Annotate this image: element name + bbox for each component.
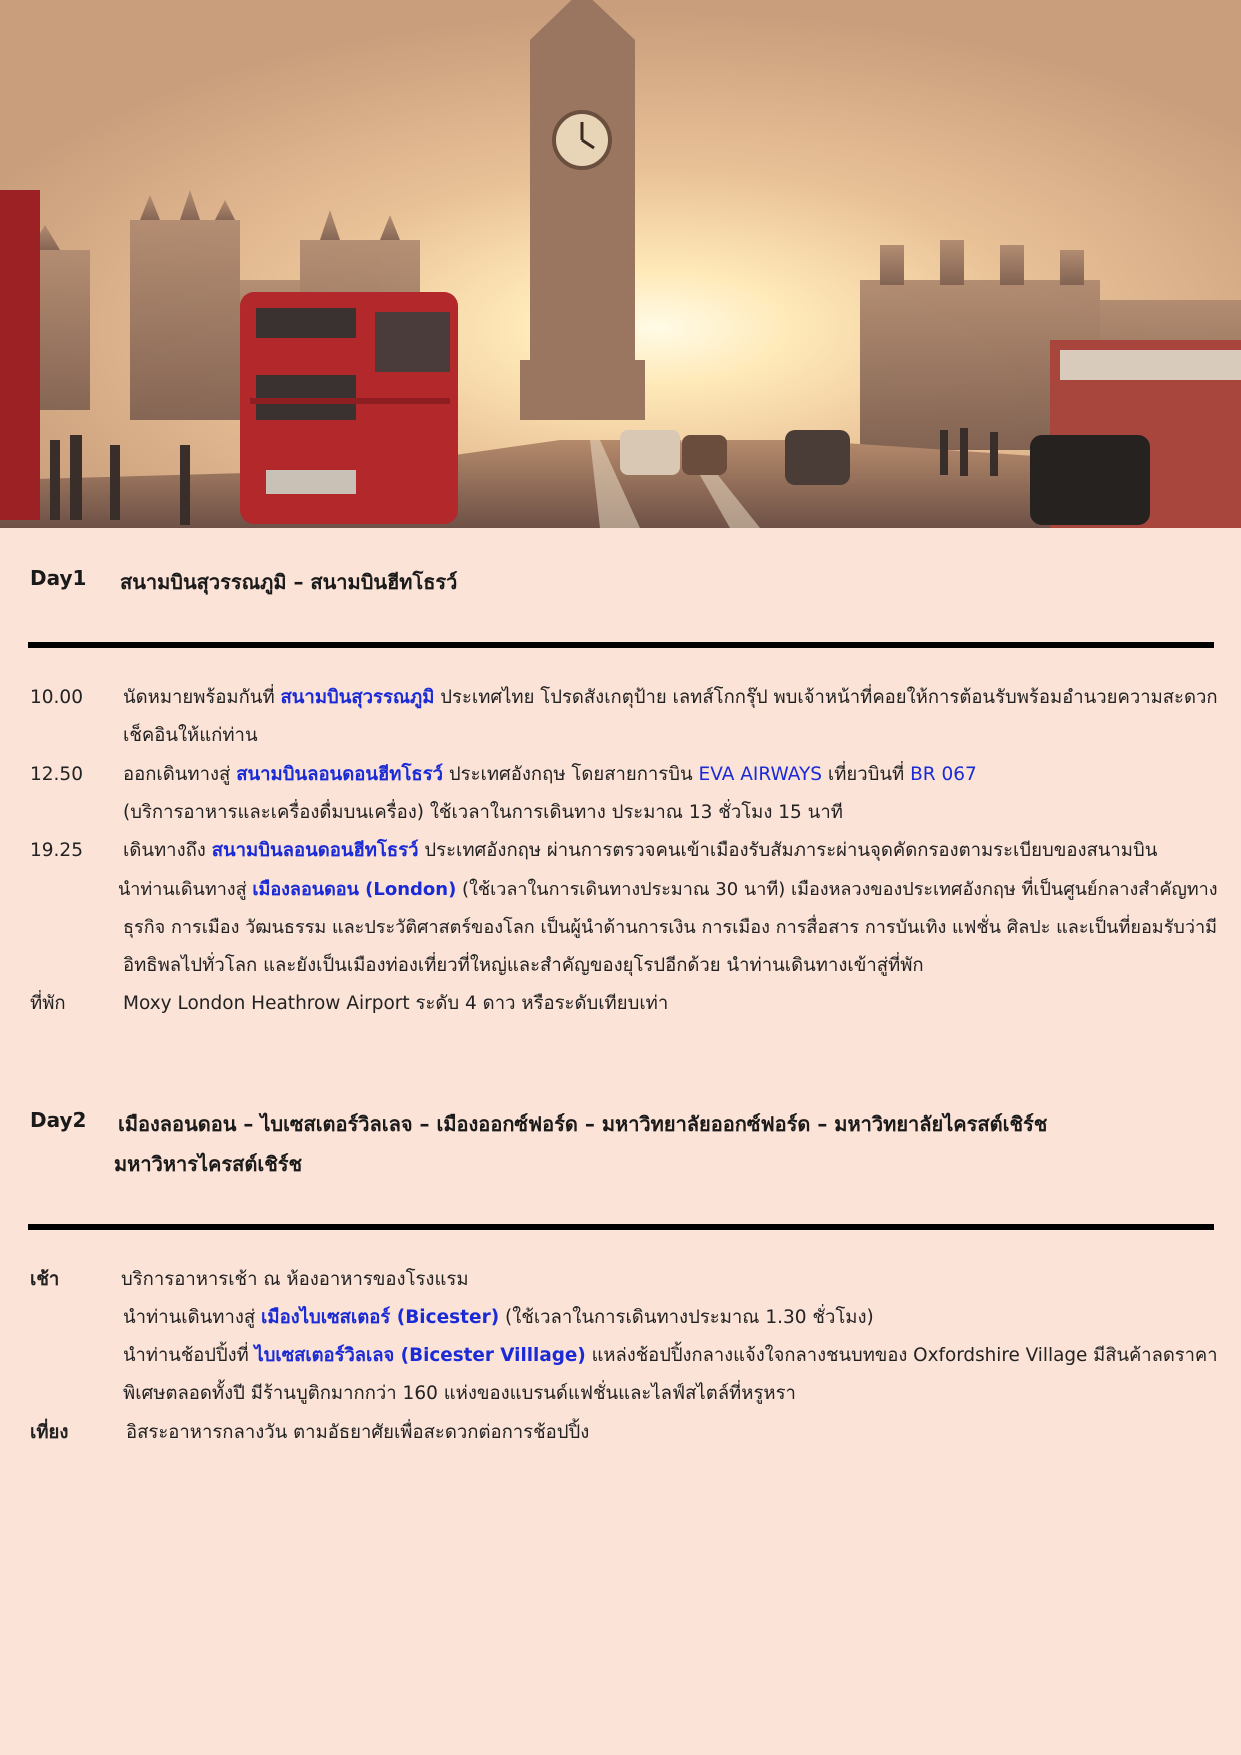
place-highlight: เมืองไบเซสเตอร์ (Bicester) (261, 1307, 500, 1328)
item-time: เที่ยง (30, 1422, 69, 1443)
item-time: ที่พัก (30, 993, 66, 1014)
london-scene-illustration (0, 0, 1241, 528)
item-text (123, 1337, 1218, 1375)
place-highlight: สนามบินสุวรรณภูมิ (280, 687, 435, 708)
item-text (123, 832, 1157, 870)
text-segment: ประเทศอังกฤษ ผ่านการตรวจคนเข้าเมืองรับสัมภาระผ่านจุดคัดกรองตามระเบียบของสนามบิน (418, 840, 1158, 861)
item-text: (บริการอาหารและเครื่องดื่มบนเครื่อง) ใช้เวลาในการเดินทาง ประมาณ 13 ชั่วโมง 15 นาที (123, 802, 843, 823)
text-segment: เดินทางถึง (123, 840, 212, 861)
item-time: 10.00 (30, 687, 83, 708)
text-segment: นำท่านช้อปปิ้งที่ (123, 1345, 255, 1366)
item-text: อิสระอาหารกลางวัน ตามอัธยาศัยเพื่อสะดวกต่อการช้อปปิ้ง (126, 1422, 590, 1443)
day1-label: Day1 (30, 566, 87, 590)
item-text (123, 679, 1218, 717)
text-segment: ประเทศอังกฤษ โดยสายการบิน (443, 764, 699, 785)
item-text: ธุรกิจ การเมือง วัฒนธรรม และประวัติศาสตร์ของโลก เป็นผู้นำด้านการเงิน การเมือง การสื่อสาร การบันเทิง แฟชั่น ศิลปะ และเป็นที่ยอมรับว่ามี (123, 917, 1218, 938)
place-highlight: เมืองลอนดอน (London) (252, 879, 457, 900)
day2-title-line2: มหาวิหารไครสต์เชิร์ช (114, 1152, 303, 1176)
item-time: 12.50 (30, 764, 83, 785)
item-text: อิทธิพลไปทั่วโลก และยังเป็นเมืองท่องเที่ยวที่ใหญ่และสำคัญของยุโรปอีกด้วย นำท่านเดินทางเข้าสู่ที่พัก (123, 955, 924, 976)
place-highlight: สนามบินลอนดอนฮีทโธรว์ (236, 764, 444, 785)
item-text (123, 756, 977, 794)
text-segment: แหล่งช้อปปิ้งกลางแจ้งใจกลางชนบทของ Oxfordshire Village มีสินค้าลดราคา (585, 1345, 1218, 1366)
item-text: พิเศษตลอดทั้งปี มีร้านบูติกมากกว่า 160 แห่งของแบรนด์แฟชั่นและไลฟ์สไตล์ที่หรูหรา (123, 1383, 796, 1404)
text-segment: ประเทศไทย โปรดสังเกตุป้าย เลทส์โกกรุ๊ป พบเจ้าหน้าที่คอยให้การต้อนรับพร้อมอำนวยความสะดวก (434, 687, 1218, 708)
item-text (118, 871, 1218, 909)
item-text (123, 1299, 874, 1337)
item-time: เช้า (30, 1269, 60, 1290)
text-segment: เที่ยวบินที่ (822, 764, 911, 785)
text-segment: นำท่านเดินทางสู่ (123, 1307, 262, 1328)
item-text: บริการอาหารเช้า ณ ห้องอาหารของโรงแรม (121, 1269, 469, 1290)
hero-image (0, 0, 1241, 528)
text-segment: นำท่านเดินทางสู่ (118, 879, 253, 900)
hotel-text: Moxy London Heathrow Airport ระดับ 4 ดาว หรือระดับเทียบเท่า (123, 993, 669, 1014)
day1-divider (28, 642, 1214, 648)
place-highlight: ไบเซสเตอร์วิลเลจ (Bicester Villlage) (254, 1345, 586, 1366)
airline-highlight: EVA AIRWAYS (698, 764, 822, 785)
day2-title-line1: เมืองลอนดอน – ไบเซสเตอร์วิลเลจ – เมืองออกซ์ฟอร์ด – มหาวิทยาลัยออกซ์ฟอร์ด – มหาวิทยาลัยไครสต์เชิร์ช (118, 1112, 1048, 1136)
item-time: 19.25 (30, 840, 83, 861)
item-text: เช็คอินให้แก่ท่าน (123, 725, 258, 746)
text-segment: นัดหมายพร้อมกันที่ (123, 687, 281, 708)
day1-title: สนามบินสุวรรณภูมิ – สนามบินฮีทโธรว์ (120, 570, 458, 594)
flight-number-highlight: BR 067 (910, 764, 977, 785)
text-segment: (ใช้เวลาในการเดินทางประมาณ 1.30 ชั่วโมง) (499, 1307, 874, 1328)
day2-label: Day2 (30, 1108, 87, 1132)
place-highlight: สนามบินลอนดอนฮีทโธรว์ (211, 840, 419, 861)
day2-divider (28, 1224, 1214, 1230)
text-segment: ออกเดินทางสู่ (123, 764, 237, 785)
text-segment: (ใช้เวลาในการเดินทางประมาณ 30 นาที) เมืองหลวงของประเทศอังกฤษ ที่เป็นศูนย์กลางสำคัญทาง (456, 879, 1218, 900)
